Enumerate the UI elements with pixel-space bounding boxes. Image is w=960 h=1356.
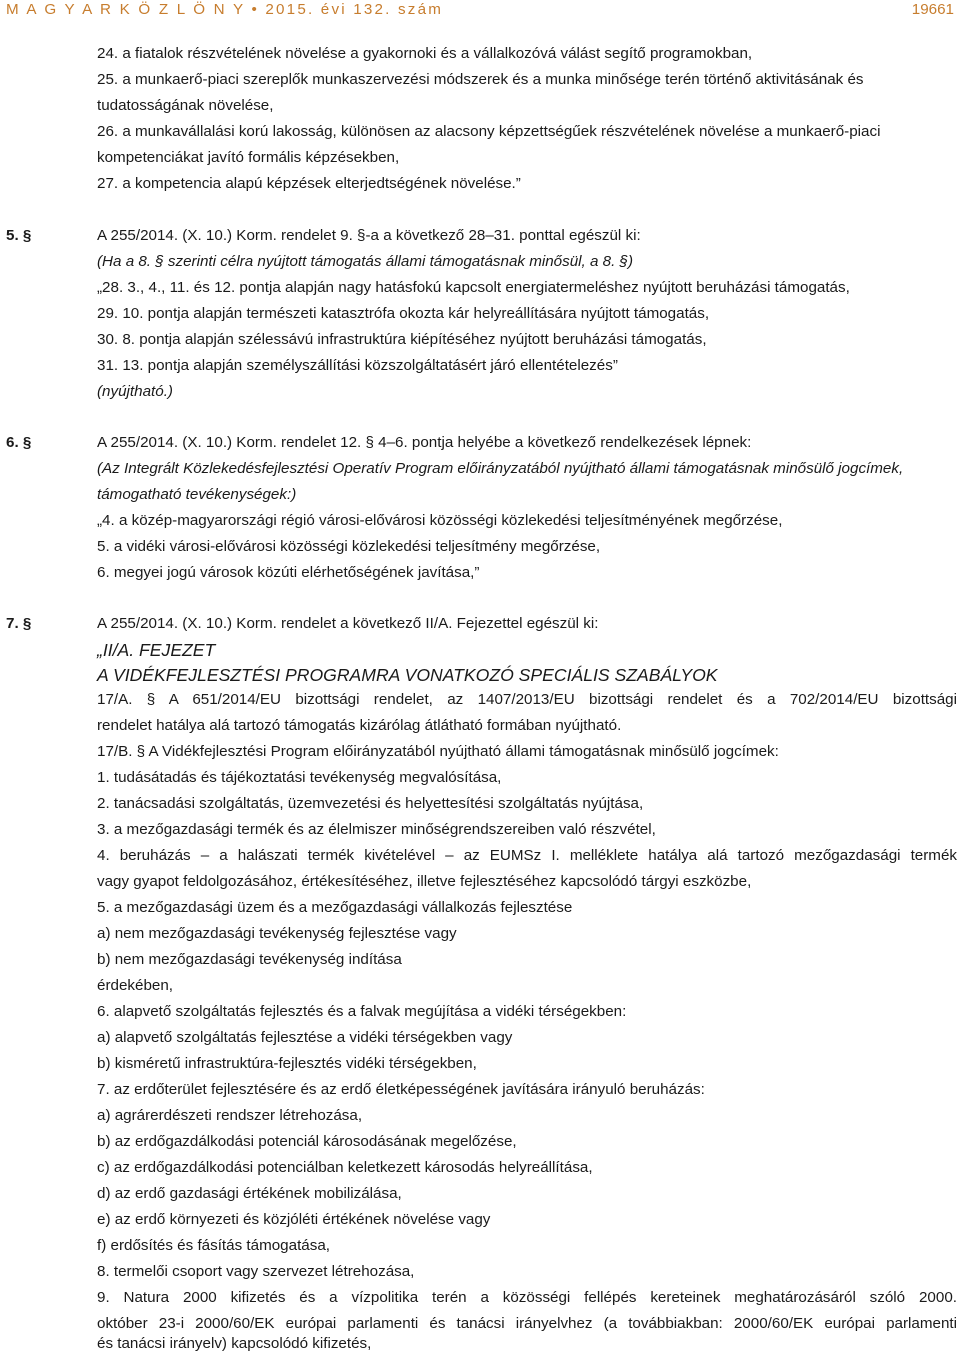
list-item: f) erdősítés és fásítás támogatása, <box>97 1237 330 1254</box>
list-item: 6. alapvető szolgáltatás fejlesztés és a falvak megújítása a vidéki térségekben: <box>97 1003 627 1020</box>
list-item: vagy gyapot feldolgozásához, értékesítéséhez, illetve fejlesztéséhez kapcsolódó tárgyi eszközbe, <box>97 873 752 890</box>
list-item: 4. beruházás – a halászati termék kivételével – az EUMSz I. melléklete hatálya alá tartozó mezőgazdasági termék <box>97 847 957 864</box>
paragraph: A 255/2014. (X. 10.) Korm. rendelet 9. §-a a következő 28–31. ponttal egészül ki: <box>97 227 641 244</box>
list-item: 8. termelői csoport vagy szervezet létrehozása, <box>97 1263 415 1280</box>
list-item: 24. a fiatalok részvételének növelése a gyakornoki és a vállalkozóvá válást segítő programokban, <box>97 45 753 62</box>
list-item: 7. az erdőterület fejlesztésére és az erdő életképességének javítására irányuló beruházás: <box>97 1081 705 1098</box>
list-item: 5. a vidéki városi-elővárosi közösségi közlekedési teljesítmény megőrzése, <box>97 538 601 555</box>
paragraph: 17/B. § A Vidékfejlesztési Program előirányzatából nyújtható állami támogatásnak minősülő jogcímek: <box>97 743 779 760</box>
list-item: a) alapvető szolgáltatás fejlesztése a vidéki térségekben vagy <box>97 1029 513 1046</box>
list-item: e) az erdő környezeti és közjóléti értékének növelése vagy <box>97 1211 491 1228</box>
paragraph-italic: (Az Integrált Közlekedésfejlesztési Operatív Program előirányzatából nyújtható állami támogatásnak minősülő jogcímek, <box>97 460 904 477</box>
list-item: „4. a közép-magyarországi régió városi-elővárosi közösségi közlekedési teljesítményének megőrzése, <box>97 512 783 529</box>
list-item: 1. tudásátadás és tájékoztatási tevékenység megvalósítása, <box>97 769 502 786</box>
list-item: b) az erdőgazdálkodási potenciál károsodásának megelőzése, <box>97 1133 517 1150</box>
list-item: 9. Natura 2000 kifizetés és a vízpolitika terén a közösségi fellépés kereteinek meghatározásáról szóló 2000. <box>97 1289 957 1306</box>
running-header: M A G Y A R K Ö Z L Ö N Y • 2015. évi 132. szám <box>6 1 444 18</box>
list-item: a) agrárerdészeti rendszer létrehozása, <box>97 1107 363 1124</box>
list-item: d) az erdő gazdasági értékének mobilizálása, <box>97 1185 402 1202</box>
list-item: 3. a mezőgazdasági termék és az élelmiszer minőségrendszereiben való részvétel, <box>97 821 656 838</box>
list-item: 6. megyei jogú városok közúti elérhetőségének javítása,” <box>97 564 480 581</box>
list-item: 31. 13. pontja alapján személyszállítási közszolgáltatásért járó ellentételezés” <box>97 357 618 374</box>
list-item: érdekében, <box>97 977 173 994</box>
list-item: 26. a munkavállalási korú lakosság, különösen az alacsony képzettségűek részvételének növelése a munkaerő-piaci <box>97 123 881 140</box>
list-item: b) kisméretű infrastruktúra-fejlesztés vidéki térségekben, <box>97 1055 477 1072</box>
list-item: 30. 8. pontja alapján szélessávú infrastruktúra kiépítéséhez nyújtott beruházási támogatás, <box>97 331 707 348</box>
list-item: a) nem mezőgazdasági tevékenység fejlesztése vagy <box>97 925 457 942</box>
list-item: kompetenciákat javító formális képzésekben, <box>97 149 400 166</box>
section-number: 5. § <box>6 227 32 244</box>
paragraph: rendelet hatálya alá tartozó támogatás kizárólag átlátható formában nyújtható. <box>97 717 622 734</box>
list-item: tudatosságának növelése, <box>97 97 274 114</box>
list-item: 5. a mezőgazdasági üzem és a mezőgazdasági vállalkozás fejlesztése <box>97 899 573 916</box>
section-number: 7. § <box>6 615 32 632</box>
paragraph: 17/A. § A 651/2014/EU bizottsági rendelet, az 1407/2013/EU bizottsági rendelet és a 702/2014/EU bizottsági <box>97 691 957 708</box>
list-item: és tanácsi irányelv) kapcsolódó kifizetés, <box>97 1335 372 1352</box>
list-item: 27. a kompetencia alapú képzések elterjedtségének növelése.” <box>97 175 521 192</box>
paragraph-italic: (Ha a 8. § szerinti célra nyújtott támogatás állami támogatásnak minősül, a 8. §) <box>97 253 634 270</box>
list-item: 29. 10. pontja alapján természeti katasztrófa okozta kár helyreállítására nyújtott támogatás, <box>97 305 710 322</box>
list-item: b) nem mezőgazdasági tevékenység indítása <box>97 951 402 968</box>
chapter-heading: „II/A. FEJEZET <box>97 640 216 660</box>
list-item: c) az erdőgazdálkodási potenciálban keletkezett károsodás helyreállítása, <box>97 1159 593 1176</box>
page-number: 19661 <box>911 1 954 18</box>
paragraph-italic: (nyújtható.) <box>97 383 173 400</box>
paragraph: A 255/2014. (X. 10.) Korm. rendelet 12. § 4–6. pontja helyébe a következő rendelkezések lépnek: <box>97 434 752 451</box>
list-item: 2. tanácsadási szolgáltatás, üzemvezetési és helyettesítési szolgáltatás nyújtása, <box>97 795 644 812</box>
list-item: „28. 3., 4., 11. és 12. pontja alapján nagy hatásfokú kapcsolt energiatermeléshez nyújtott beruházási támogatás, <box>97 279 850 296</box>
paragraph-italic: támogatható tevékenységek:) <box>97 486 297 503</box>
section-number: 6. § <box>6 434 32 451</box>
list-item: 25. a munkaerő-piaci szereplők munkaszervezési módszerek és a munka minősége terén történő aktivitásának és <box>97 71 864 88</box>
paragraph: A 255/2014. (X. 10.) Korm. rendelet a következő II/A. Fejezettel egészül ki: <box>97 615 599 632</box>
list-item: október 23-i 2000/60/EK európai parlamenti és tanácsi irányelvhez (a továbbiakban: 2000/60/EK európai parlamenti <box>97 1315 957 1332</box>
chapter-title: A VIDÉKFEJLESZTÉSI PROGRAMRA VONATKOZÓ SPECIÁLIS SZABÁLYOK <box>97 665 718 685</box>
